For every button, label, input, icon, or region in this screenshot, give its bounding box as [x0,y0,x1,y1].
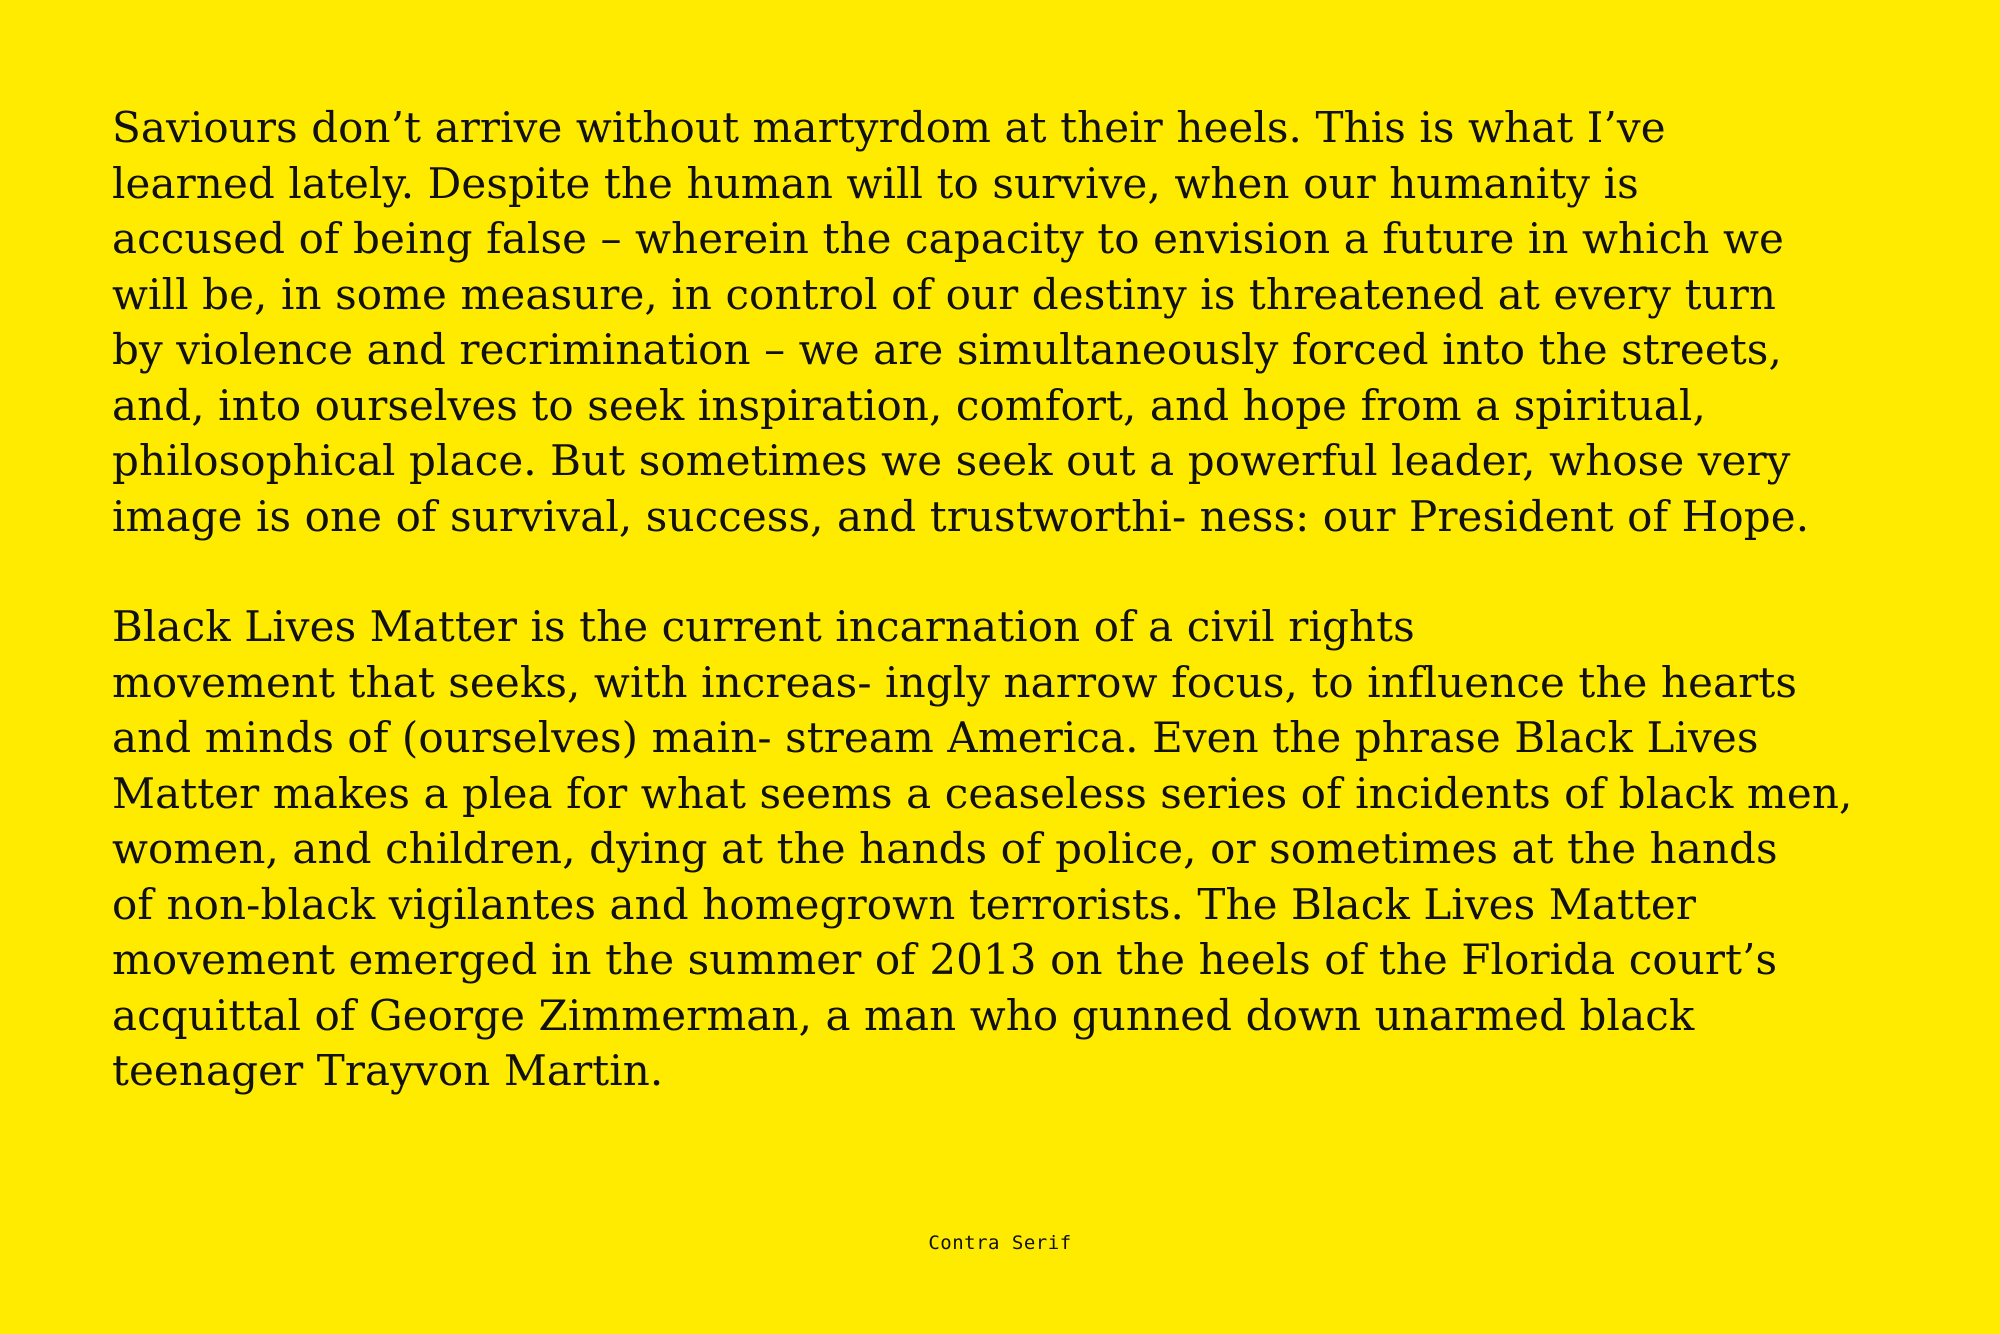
text-line: learned lately. Despite the human will to survive, when our humanity is [112,158,1639,208]
text-line: philosophical place. But sometimes we seek out a powerful leader, whose very [112,436,1791,485]
text-line: teenager Trayvon Martin. [112,1046,664,1095]
body-text [112,100,1972,1099]
text-line: by violence and recrimination – we are simultaneously forced into the streets, [112,325,1782,374]
paragraph-2 [112,599,1972,1099]
text-line: acquittal of George Zimmerman, a man who gunned down unarmed black [112,990,1695,1040]
text-line: Matter makes a plea for what seems a ceaseless series of incidents of black men, [112,768,1853,818]
text-line: will be, in some measure, in control of our destiny is threatened at every turn [112,269,1777,319]
paragraph-1 [112,100,1972,544]
text-line: image is one of survival, success, and trustworthi- ness: our President of Hope. [112,491,1810,541]
text-line: Saviours don’t arrive without martyrdom at their heels. This is what I’ve [112,103,1666,152]
text-line: and minds of (ourselves) main- stream America. Even the phrase Black Lives [112,713,1759,762]
text-line: movement that seeks, with increas- ingly narrow focus, to influence the hearts [112,657,1797,707]
text-line: of non-black vigilantes and homegrown terrorists. The Black Lives Matter [112,879,1697,929]
text-line: movement emerged in the summer of 2013 on the heels of the Florida court’s [112,935,1778,984]
font-name-caption: Contra Serif [928,1232,1072,1254]
text-line: accused of being false – wherein the capacity to envision a future in which we [112,214,1784,263]
paragraph-spacer [112,544,1972,599]
text-line: Black Lives Matter is the current incarnation of a civil rights [112,602,1415,651]
text-line: and, into ourselves to seek inspiration, comfort, and hope from a spiritual, [112,380,1706,430]
text-line: women, and children, dying at the hands of police, or sometimes at the hands [112,824,1778,873]
